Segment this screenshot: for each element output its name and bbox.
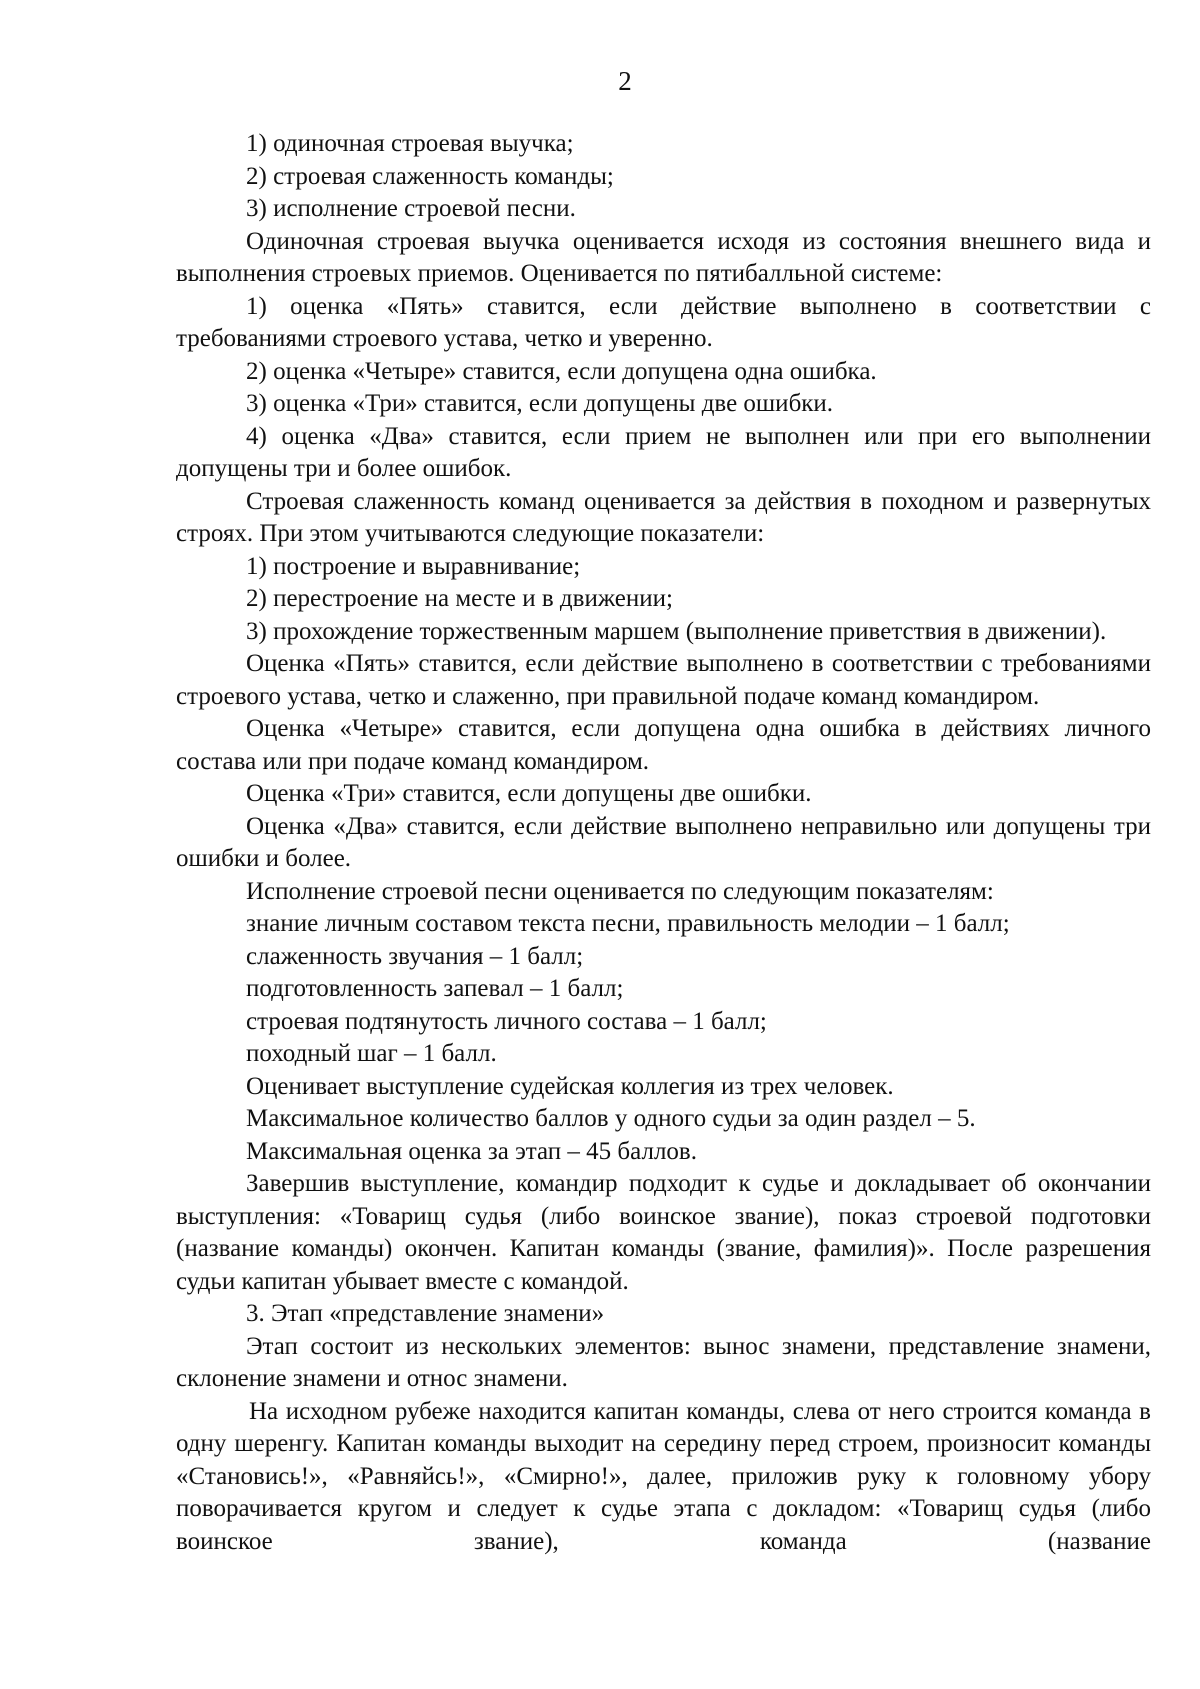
indicator-item-1: 1) построение и выравнивание; <box>246 552 581 580</box>
paragraph-stage-elements: Этап состоит из нескольких элементов: вынос знамени, представление знамени, склонение знамени и относ знамени. <box>176 1332 1151 1392</box>
grade-five-team: Оценка «Пять» ставится, если действие выполнено в соответствии с требованиями строевого устава, четко и слаженно, при правильной подаче команд командиром. <box>176 650 1151 710</box>
paragraph-report: Завершив выступление, командир подходит к судье и докладывает об окончании выступления: «Товарищ судья (либо воинское звание), показ строевой подготовки (название команды) окончен. Капитан команды (звание, фамилия)». После разрешения судьи капитан убывает вместе с командой. <box>176 1170 1151 1295</box>
song-criterion-3: подготовленность запевал – 1 балл; <box>246 975 624 1002</box>
song-criterion-1: знание личным составом текста песни, правильность мелодии – 1 балл; <box>246 910 1010 937</box>
paragraph-judges: Оценивает выступление судейская коллегия из трех человек. <box>246 1072 894 1100</box>
paragraph-team-coherence: Строевая слаженность команд оценивается за действия в походном и развернутых строях. При этом учитываются следующие показатели: <box>176 487 1151 547</box>
paragraph-starting-line: На исходном рубеже находится капитан команды, слева от него строится команда в одну шеренгу. Капитан команды выходит на середину перед строем, произносит команды «Становись!», «Равняйсь!», «Смирно!», далее, приложив руку к головному убору поворачивается кругом и следует к судье этапа с докладом: «Товарищ судья (либо воинское звание), команда (название <box>176 1397 1151 1555</box>
song-criterion-4: строевая подтянутость личного состава – 1 балл; <box>246 1007 767 1035</box>
list-item-1: 1) одиночная строевая выучка; <box>246 130 574 157</box>
indicator-item-3: 3) прохождение торжественным маршем (выполнение приветствия в движении). <box>246 617 1107 645</box>
indicator-item-2: 2) перестроение на месте и в движении; <box>246 585 673 612</box>
grade-three-single: 3) оценка «Три» ставится, если допущены две ошибки. <box>246 390 834 417</box>
section-heading-stage-3: 3. Этап «представление знамени» <box>246 1300 605 1327</box>
grade-four-single: 2) оценка «Четыре» ставится, если допущена одна ошибка. <box>246 357 877 385</box>
grade-two-single: 4) оценка «Два» ставится, если прием не выполнен или при его выполнении допущены три и более ошибок. <box>176 422 1151 482</box>
list-item-2: 2) строевая слаженность команды; <box>246 162 614 190</box>
page-number: 2 <box>618 66 632 96</box>
list-item-3: 3) исполнение строевой песни. <box>246 195 576 222</box>
paragraph-song: Исполнение строевой песни оценивается по следующим показателям: <box>246 877 994 905</box>
document-body <box>176 128 1151 1558</box>
song-criterion-2: слаженность звучания – 1 балл; <box>246 942 584 970</box>
paragraph-single-drill: Одиночная строевая выучка оценивается исходя из состояния внешнего вида и выполнения строевых приемов. Оценивается по пятибалльной системе: <box>176 227 1151 287</box>
grade-five-single: 1) оценка «Пять» ставится, если действие выполнено в соответствии с требованиями строевого устава, четко и уверенно. <box>176 292 1151 352</box>
song-criterion-5: походный шаг – 1 балл. <box>246 1040 497 1067</box>
grade-four-team: Оценка «Четыре» ставится, если допущена одна ошибка в действиях личного состава или при подаче команд командиром. <box>176 715 1151 775</box>
grade-three-team: Оценка «Три» ставится, если допущены две ошибки. <box>246 780 812 807</box>
paragraph-max-stage: Максимальная оценка за этап – 45 баллов. <box>246 1137 697 1165</box>
paragraph-max-per-judge: Максимальное количество баллов у одного судьи за один раздел – 5. <box>246 1105 976 1132</box>
grade-two-team: Оценка «Два» ставится, если действие выполнено неправильно или допущены три ошибки и более. <box>176 812 1151 872</box>
